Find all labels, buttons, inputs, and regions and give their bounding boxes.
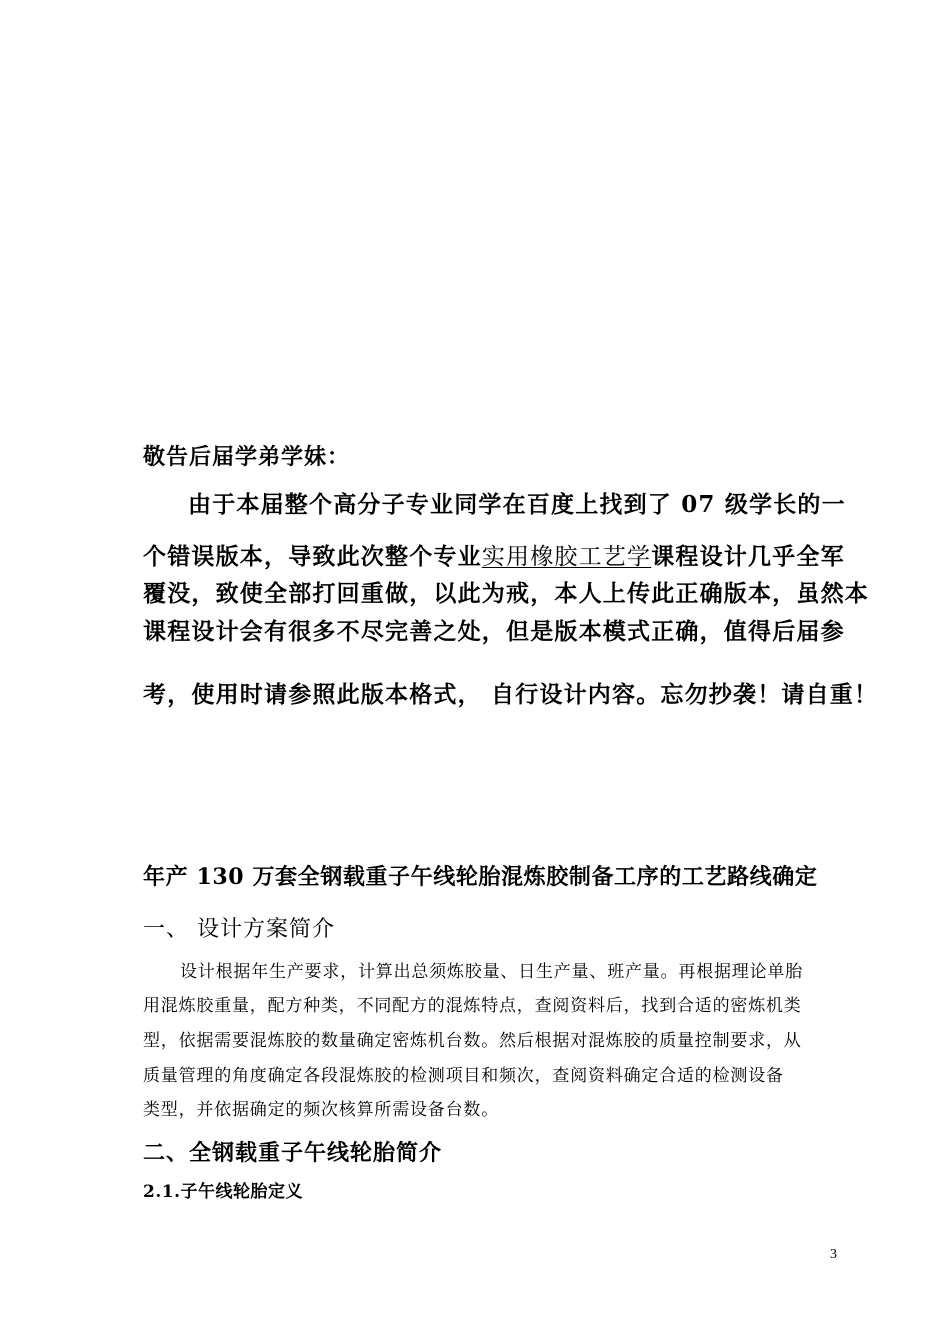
subsection-heading: 2.1.子午线轮胎定义 xyxy=(143,1182,303,1202)
notice-line-1: 由于本届整个高分子专业同学在百度上找到了 07 级学长的一 xyxy=(188,491,846,518)
section-heading-1: 一、 设计方案简介 xyxy=(143,917,335,942)
section-heading-2: 二、全钢载重子午线轮胎简介 xyxy=(143,1140,443,1166)
paragraph-line: 类型，并依据确定的频次核算所需设备台数。 xyxy=(143,1100,499,1120)
notice-line-3: 覆没，致使全部打回重做，以此为戒，本人上传此正确版本，虽然本 xyxy=(143,580,869,607)
paragraph-line: 质量管理的角度确定各段混炼胶的检测项目和频次，查阅资料确定合适的检测设备 xyxy=(143,1066,784,1086)
paragraph-line: 设计根据年生产要求，计算出总须炼胶量、日生产量、班产量。再根据理论单胎 xyxy=(180,962,803,982)
notice-line-4: 课程设计会有很多不尽完善之处，但是版本模式正确，值得后届参 xyxy=(143,618,845,645)
notice-line-5: 考，使用时请参照此版本格式， 自行设计内容。忘勿抄袭！请自重！ xyxy=(143,681,879,708)
paragraph-line: 用混炼胶重量，配方种类，不同配方的混炼特点，查阅资料后，找到合适的密炼机类 xyxy=(143,996,802,1016)
notice-line-2 xyxy=(143,538,845,571)
page-number: 3 xyxy=(830,1247,837,1262)
notice-heading: 敬告后届学弟学妹： xyxy=(143,444,351,470)
notice-line-2-end: 课程设计几乎全军 xyxy=(651,543,845,570)
notice-line-2-start: 个错误版本，导致此次整个专业 xyxy=(143,543,482,570)
paragraph-line: 型，依据需要混炼胶的数量确定密炼机台数。然后根据对混炼胶的质量控制要求，从 xyxy=(143,1031,802,1051)
course-name-link[interactable]: 实用橡胶工艺学 xyxy=(481,544,652,570)
report-title: 年产 130 万套全钢载重子午线轮胎混炼胶制备工序的工艺路线确定 xyxy=(143,864,818,890)
